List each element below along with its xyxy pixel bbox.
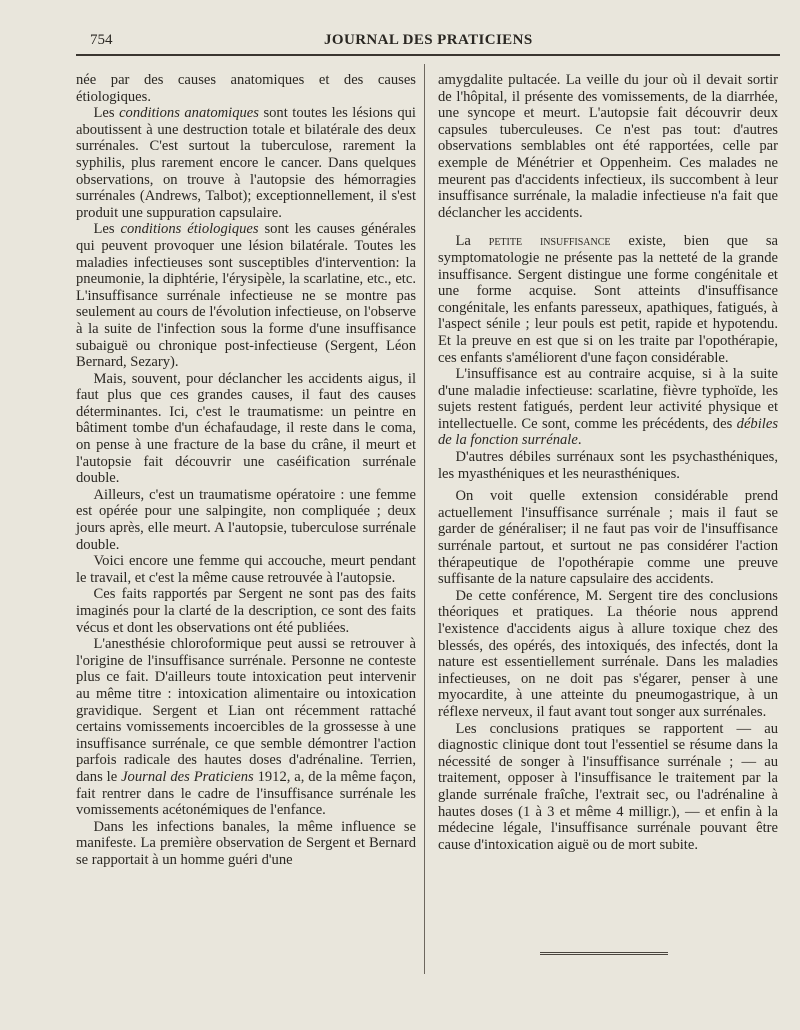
page-number: 754 [90, 32, 113, 48]
end-rule [540, 952, 668, 955]
paragraph: L'anesthésie chloroformique peut aussi se retrouver à l'origine de l'insuffisance surrénale. Personne ne conteste plus ce fait. D'ailleurs toute intoxication peut intervenir au même titre : intoxication alimentaire ou intoxication gravidique. Sergent et Lian ont récemment rattaché certains vomissements incoercibles de la grossesse à une insuffisance surrénale, ce que semble démontrer l'action parfois radicale des hautes doses d'adrénaline. Terrien, dans le Journal des Praticiens 1912, a, de la même façon, fait rentrer dans le cadre de l'insuffisance surrénale les vomissements acétonémiques de l'enfance. [76, 636, 416, 819]
paragraph: Voici encore une femme qui accouche, meurt pendant le travail, et c'est la même cause retrouvée à l'autopsie. [76, 553, 416, 586]
right-column [438, 72, 778, 853]
italic-text: débiles de la fonction surrénale [438, 415, 778, 449]
paragraph: Ailleurs, c'est un traumatisme opératoire : une femme est opérée pour une salpingite, non compliquée ; deux jours après, elle meurt. A l'autopsie, tuberculose surrénale double. [76, 486, 416, 553]
small-caps-text: petite insuffisance [488, 233, 611, 250]
paragraph: On voit quelle extension considérable prend actuellement l'insuffisance surrénale ; mais il faut se garder de généraliser; il ne faut pas voir de l'insuffisance surrénale partout, et surtout ne pas considérer l'action thérapeutique de l'opothérapie comme une preuve suffisante de la nature capsulaire des accidents. [438, 488, 778, 588]
page-header [76, 30, 776, 54]
header-rule [76, 54, 780, 56]
paragraph: Les conclusions pratiques se rapportent — au diagnostic clinique dont tout l'essentiel se résume dans la nécessité de songer à l'insuffisance surrénale ; — au traitement, opposer à l'insuffisance le traitement par la glande surrénale fraîche, l'extrait sec, ou l'adrénaline à hautes doses (1 à 3 et même 4 milligr.), — et enfin à la médecine légale, l'insuffisance surrénale pouvant être cause d'intoxication aiguë ou de mort subite. [438, 720, 778, 853]
paragraph: née par des causes anatomiques et des causes étiologiques. [76, 72, 416, 105]
paragraph: amygdalite pultacée. La veille du jour où il devait sortir de l'hôpital, il présente des vomissements, de la diarrhée, une syncope et meurt. L'autopsie fait découvrir deux capsules tuberculeuses. Ce n'est pas tout: d'autres observations semblables ont été rapportées, celle par exemple de Ménétrier et Oppenheim. Ces malades ne meurent pas d'accidents infectieux, ils succombent à leur insuffisance surrénale, la maladie infectieuse n'a fait que déclancher les accidents. [438, 72, 778, 221]
paragraph: D'autres débiles surrénaux sont les psychasthéniques, les myasthéniques et les neurasthéniques. [438, 449, 778, 482]
paragraph: Les conditions étiologiques sont les causes générales qui peuvent provoquer une lésion bilatérale. Toutes les maladies infectieuses sont susceptibles d'intervention: la pneumonie, la diphtérie, l'érysipèle, la scarlatine, etc., etc. L'insuffisance surrénale infectieuse ne se montre pas seulement au cours de l'évolution infectieuse, on l'observe à la suite de l'infection sous la forme d'une insuffisance subaiguë ou chronique post-infectieuse (Sergent, Léon Bernard, Sezary). [76, 221, 416, 371]
italic-text: conditions anatomiques [119, 105, 259, 122]
running-title: JOURNAL DES PRATICIENS [324, 32, 533, 48]
column-divider [424, 64, 425, 974]
paragraph: De cette conférence, M. Sergent tire des conclusions théoriques et pratiques. La théorie nous apprend l'existence d'accidents aigus à allure toxique chez des blessés, des opérés, des intoxiqués, des infectés, dont la nature est essentiellement surrénale. Dans les maladies infectieuses, on ne doit pas s'égarer, penser à une myocardite, à une atteinte du pneumogastrique, à un réflexe nerveux, il faut avant tout songer aux surrénales. [438, 587, 778, 720]
paragraph: Dans les infections banales, la même influence se manifeste. La première observation de Sergent et Bernard se rapportait à un homme guéri d'une [76, 818, 416, 868]
italic-text: conditions étiologiques [120, 221, 259, 238]
paragraph: Ces faits rapportés par Sergent ne sont pas des faits imaginés pour la clarté de la description, ce sont des faits vécus et dont les observations ont été publiées. [76, 586, 416, 636]
left-column [76, 72, 416, 869]
paragraph: Les conditions anatomiques sont toutes les lésions qui aboutissent à une destruction totale et bilatérale des deux surrénales. C'est surtout la tuberculose, rarement la syphilis, plus rarement encore le cancer. Dans quelques observations, on trouve à l'autopsie des hémorragies surrénales (Andrews, Talbot); exceptionnellement, il s'est produit une suppuration capsulaire. [76, 105, 416, 221]
paragraph: La petite insuffisance existe, bien que sa symptomatologie ne présente pas la netteté de la grande insuffisance. Sergent distingue une forme congénitale et une forme acquise. Sont atteints d'insuffisance congénitale, les enfants paresseux, apathiques, fatigués, à l'aspect sénile ; leur pouls est petit, rapide et hypotendu. Et la preuve en est que si on les traite par l'opothérapie, ces enfants s'améliorent d'une façon considérable. [438, 233, 779, 366]
italic-text: Journal des Praticiens [121, 768, 254, 785]
paragraph: Mais, souvent, pour déclancher les accidents aigus, il faut plus que ces grandes causes, il faut des causes déterminantes. Ici, c'est le traumatisme: un peintre en bâtiment tombe d'un échafaudage, il reste dans le coma, on pense à une fracture de la base du crâne, il meurt et l'autopsie fait découvrir une caséification surrénale double. [76, 370, 416, 487]
paragraph: L'insuffisance est au contraire acquise, si à la suite d'une maladie infectieuse: scarlatine, fièvre typhoïde, les sujets restent fatigués, perdent leur activité physique et intellectuelle. Ce sont, comme les précédents, des débiles de la fonction surrénale. [438, 366, 778, 449]
